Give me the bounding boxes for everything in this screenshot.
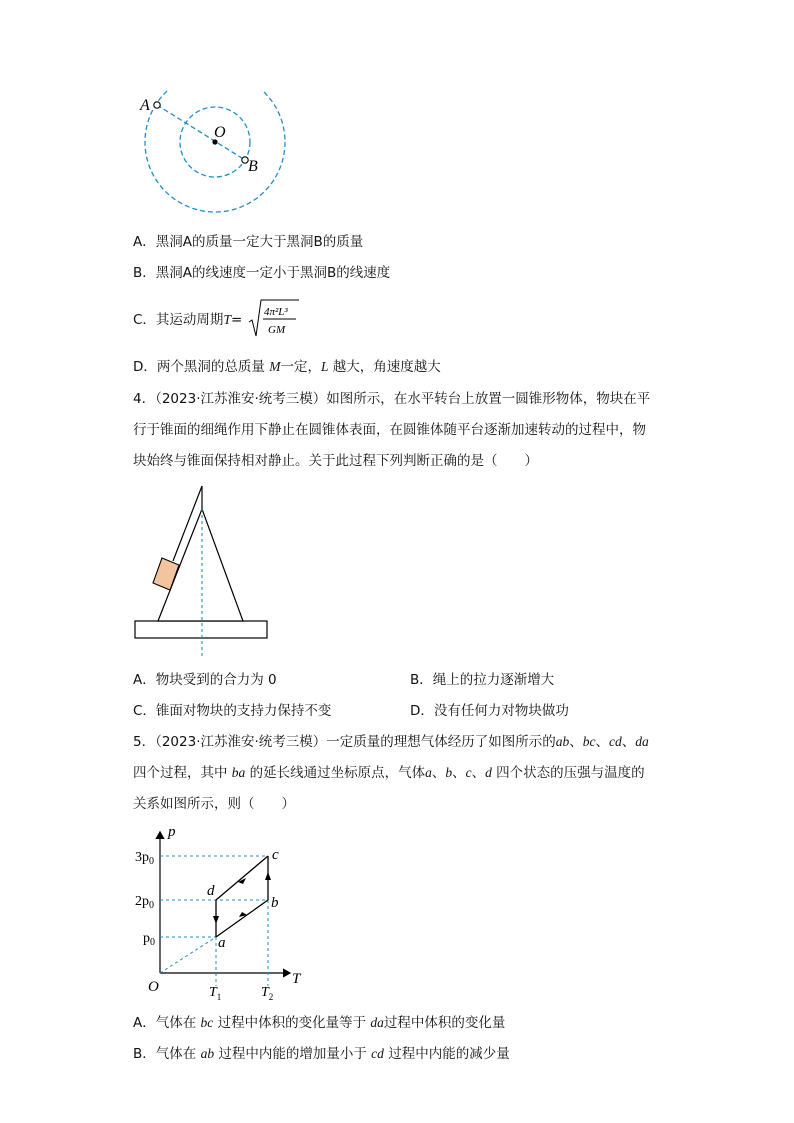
process-cd: [216, 856, 268, 900]
connecting-line: [157, 105, 245, 160]
q3-option-b: B．黑洞A的线速度一定小于黑洞B的线速度: [133, 265, 391, 281]
q4-option-d: D．没有任何力对物块做功: [410, 703, 569, 719]
label-o: O: [214, 124, 226, 141]
tick-t2: $T_2$: [261, 985, 274, 1002]
q4-stem-line2: 行于锥面的细绳作用下静止在圆锥体表面，在圆锥体随平台逐渐加速转动的过程中，物: [133, 422, 646, 438]
q4-option-c: C．锥面对物块的支持力保持不变: [133, 703, 332, 719]
formula-numerator: 4π²L³: [264, 306, 288, 318]
outer-orbit: [145, 90, 285, 212]
q3-option-d: D．两个黑洞的总质量 M一定，L 越大，角速度越大: [133, 359, 441, 375]
point-d: d: [207, 883, 215, 899]
q3-option-c: C．其运动周期T=: [133, 312, 243, 328]
q5-stem-line3: 关系如图所示，则（ ）: [133, 796, 295, 812]
p-t-graph: [130, 820, 315, 1005]
tick-2p0: $2p_0$: [135, 894, 154, 911]
axis-label-p: p: [168, 824, 176, 840]
q4-option-a: A．物块受到的合力为 0: [133, 672, 277, 688]
q4-stem-line3: 块始终与锥面保持相对静止。关于此过程下列判断正确的是（ ）: [133, 453, 538, 469]
origin-label: O: [148, 979, 159, 995]
binary-orbit-figure: [130, 90, 300, 220]
point-a: a: [218, 935, 226, 951]
formula-denominator: GM: [268, 324, 286, 336]
label-b: B: [248, 158, 258, 175]
axis-label-t: T: [292, 971, 301, 987]
q3-option-a: A．黑洞A的质量一定大于黑洞B的质量: [133, 234, 364, 250]
cone-turntable-figure: [130, 482, 275, 657]
label-a: A: [140, 97, 150, 114]
q5-stem-line2: 四个过程，其中 ba 的延长线通过坐标原点，气体a、b、c、d 四个状态的压强与温度的: [133, 765, 645, 781]
turntable: [135, 621, 267, 638]
q5-option-a: A．气体在 bc 过程中体积的变化量等于 da过程中体积的变化量: [133, 1015, 506, 1031]
q4-option-b: B．绳上的拉力逐渐增大: [410, 672, 555, 688]
arrow-da: [213, 916, 219, 924]
process-ab: [216, 900, 268, 937]
tick-p0: $p_0$: [143, 931, 155, 948]
q4-stem-line1: 4．（2023·江苏淮安·统考三模）如图所示，在水平转台上放置一圆锥形物体，物块在平: [133, 391, 651, 407]
tick-3p0: $3p_0$: [135, 850, 154, 867]
q5-stem-line1: 5．（2023·江苏淮安·统考三模）一定质量的理想气体经历了如图所示的ab、bc、cd、da: [133, 734, 649, 750]
q5-option-b: B．气体在 ab 过程中内能的增加量小于 cd 过程中内能的减少量: [133, 1046, 510, 1062]
tick-t1: $T_1$: [209, 985, 222, 1002]
point-c: c: [272, 847, 279, 863]
period-formula-radical: [248, 298, 300, 340]
black-hole-a: [154, 102, 160, 108]
point-b: b: [271, 895, 279, 911]
arrow-bc: [265, 872, 271, 880]
